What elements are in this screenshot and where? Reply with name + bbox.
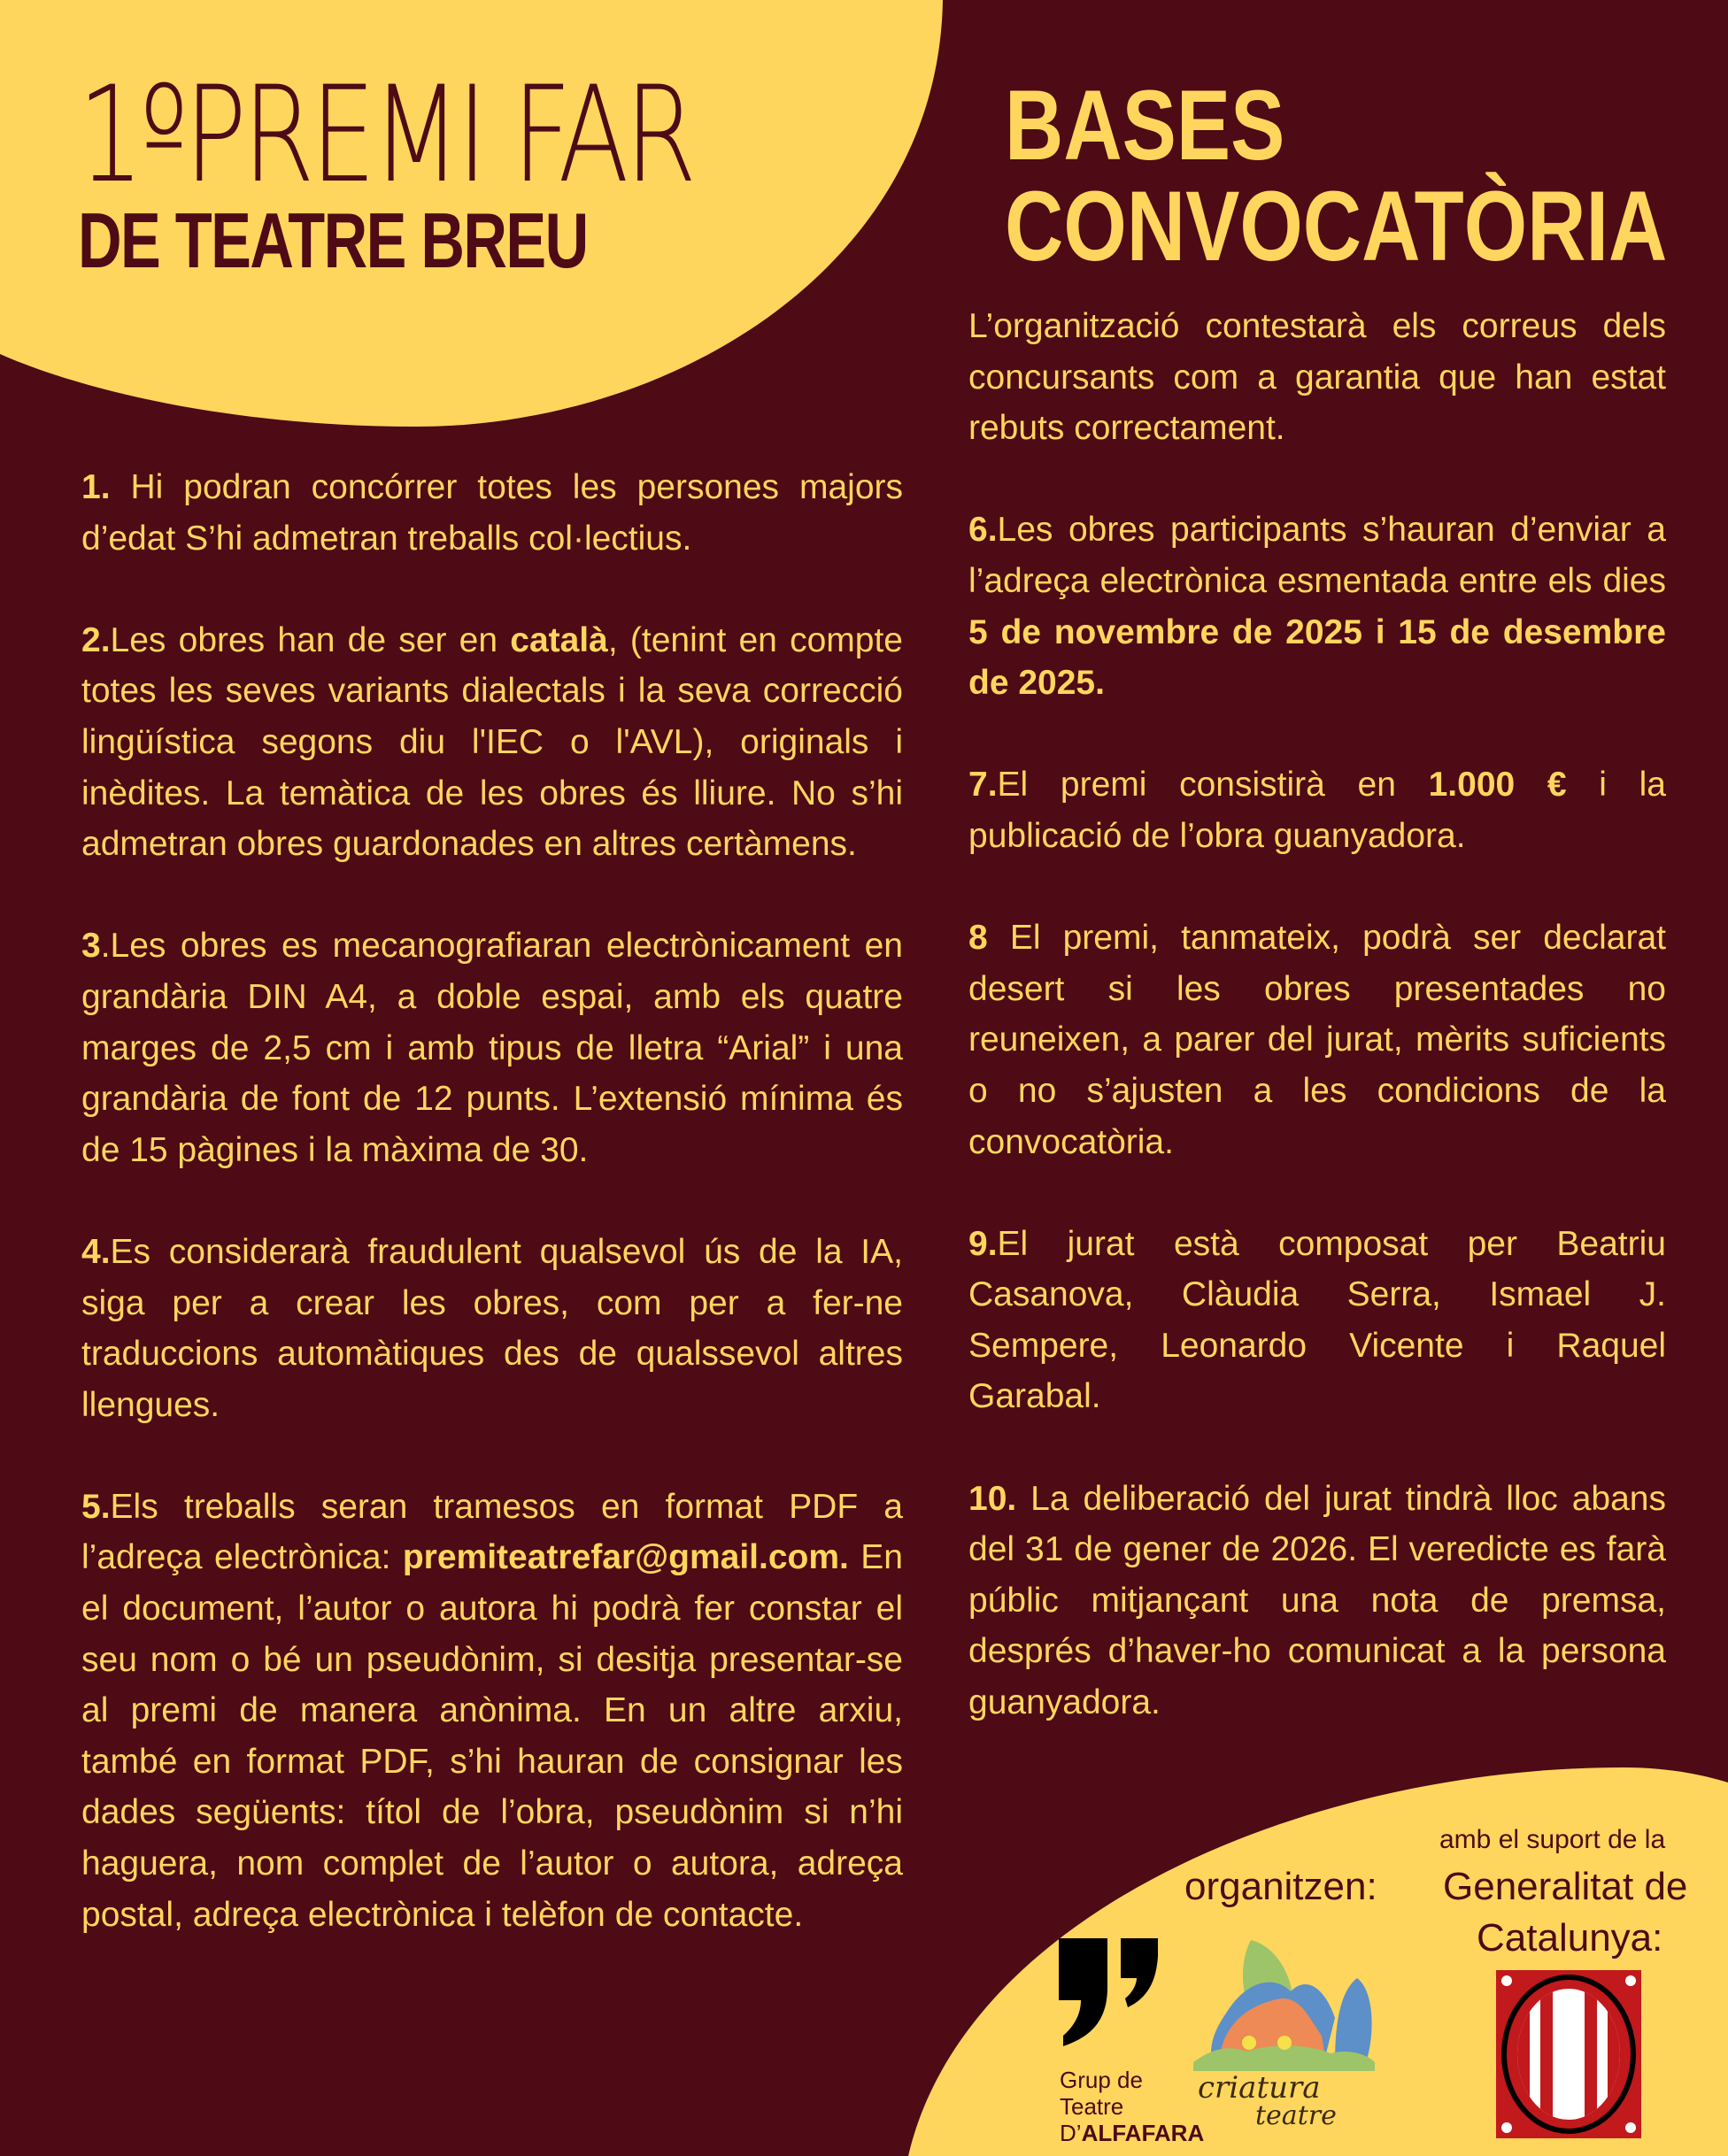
rule-text: Els treballs seran tramesos en format PDF a l’adreça electrònica: [81,1487,903,1577]
bold-text: català [510,620,608,659]
grup-line3-prefix: D’ [1060,2119,1082,2146]
bold-text: 3 [81,927,101,966]
grup-line1: Grup de [1060,2067,1143,2093]
bases-heading-line1: BASES [1005,70,1285,181]
right-rule-5 [968,1219,1666,1422]
bold-text: 5. [81,1487,111,1526]
bold-text: 6. [968,511,998,550]
rule-text: .Les obres es mecanografiaran electrònicament en grandària DIN A4, a doble espai, amb els quatre marges de 2,5 cm i amb tipus de lletra “Arial” i una grandària de font de 12 punts. L’extensió mínima és de 15 pàgines i la màxima de 30. [81,927,903,1169]
rule-text: i la publicació de l’obra guanyadora. [968,766,1666,855]
rule-text: Hi podran concórrer totes les persones majors d’edat S’hi admetran treballs col·lectius. [81,468,903,558]
grup-line2: Teatre [1060,2092,1124,2120]
bold-text: 10. [968,1479,1017,1518]
bold-text: 5 de novembre de 2025 i 15 de desembre de 2025. [968,612,1666,703]
generalitat-shield-logo-icon [1496,1970,1641,2138]
bold-text: 9. [968,1224,998,1263]
rule-text: En el document, l’autor o autora hi podrà fer constar el seu nom o bé un pseudònim, si desitja presentar-se al premi de manera anònima. En un altre arxiu, també en format PDF, s’hi hauran de consignar les dades següents: títol de l’obra, pseudònim si n’hi haguera, nom complet de l’autor o autora, adreça postal, adreça electrònica i telèfon de contacte. [81,1538,903,1934]
rule-text: L’organització contestarà els correus dels concursants com a garantia que han estat rebuts correctament. [968,307,1666,448]
criatura-logo-text: criatura [1198,2070,1321,2106]
grup-teatre-alfafara-logo-icon [1059,1938,1158,2046]
rule-text: La deliberació del jurat tindrà lloc abans del 31 de gener de 2026. El veredicte es farà públic mitjançant una nota de premsa, després d’haver-ho comunicat a la persona guanyadora. [968,1479,1666,1722]
svg-text:teatre: teatre [1255,2100,1337,2131]
generalitat-label-line1: Generalitat de [1443,1865,1688,1908]
bold-text: 8 [968,919,988,958]
rules-left-column [81,462,903,1991]
prize-title: 1ºPREMI FAR [78,58,693,212]
rules-right-column [968,301,1666,1779]
right-rule-6 [968,1474,1666,1729]
rule-text: , (tenint en compte totes les seves variants dialectals i la seva correcció lingüística segons diu l'IEC o l'AVL), originals i inèdites. La temàtica de les obres és lliure. No s’hi admetran obres guardonades en altres certàmens. [81,620,903,864]
criatura-teatre-logo-icon [1193,1938,1379,2131]
prize-subtitle: DE TEATRE BREU [78,196,588,284]
bold-text: 4. [81,1232,111,1271]
right-rule-4 [968,912,1666,1167]
bold-text: 7. [968,766,998,805]
support-label: amb el suport de la [1439,1825,1666,1854]
left-rule-4 [81,1227,903,1430]
grup-teatre-alfafara-label [1060,2067,1204,2147]
bold-text: premiteatrefar@gmail.com. [402,1538,849,1577]
rule-text: Les obres participants s’hauran d’enviar a l’adreça electrònica esmentada entre els dies [968,511,1666,600]
left-rule-1 [81,462,903,564]
rule-text: El premi consistirà en [997,766,1429,805]
rule-text: El premi, tanmateix, podrà ser declarat desert si les obres presentades no reuneixen, a parer del jurat, mèrits suficients o no s’ajusten a les condicions de la convocatòria. [968,919,1666,1161]
generalitat-label-line2: Catalunya: [1477,1916,1663,1960]
rule-text: El jurat està composat per Beatriu Casanova, Clàudia Serra, Ismael J. Sempere, Leonardo Vicente i Raquel Garabal. [968,1224,1666,1416]
bold-text: 1. [81,468,111,506]
bold-text: 2. [81,620,111,659]
left-rule-3 [81,920,903,1175]
left-rule-2 [81,615,903,870]
bases-heading-line2: CONVOCATÒRIA [1005,171,1668,281]
rule-text: Les obres han de ser en [110,620,511,659]
left-rule-5 [81,1482,903,1940]
rule-text: Es considerarà fraudulent qualsevol ús de la IA, siga per a crear les obres, com per a fer-ne traduccions automàtiques des de qualssevol altres llengues. [81,1232,903,1424]
right-rule-1 [968,301,1666,454]
grup-line3-bold: ALFAFARA [1081,2119,1205,2146]
bold-text: 1.000 € [1428,766,1567,805]
organizers-label: organitzen: [1184,1865,1377,1908]
right-rule-2 [968,504,1666,708]
right-rule-3 [968,759,1666,861]
